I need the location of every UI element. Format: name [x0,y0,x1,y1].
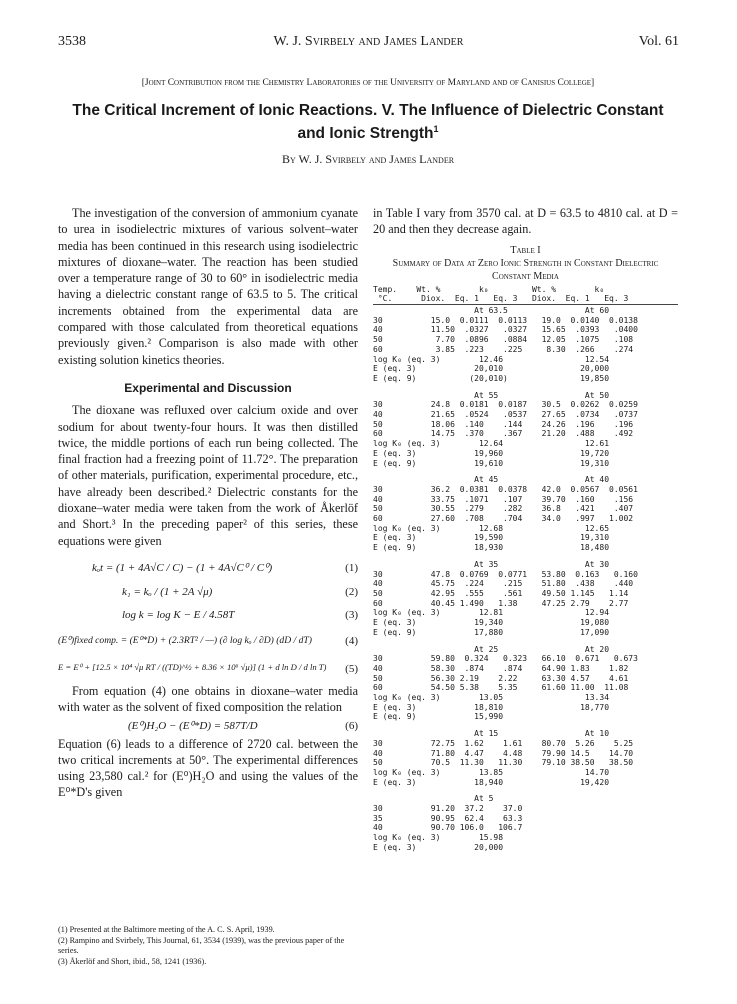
table-row: 30 24.8 0.0181 0.0187 30.5 0.0262 0.0259 [373,400,638,410]
table-row: E (eq. 3) 19,340 19,080 [373,618,610,628]
table-row: 60 27.60 .708 .704 34.0 .997 1.002 [373,514,634,524]
table-label: Table I [510,244,541,256]
page-number: 3538 [58,34,86,49]
right-column [373,205,678,853]
table-header-1: Temp. Wt. % k₀ Wt. % k₀ [373,284,605,294]
equation-2: k₁ = kₒ / (1 + 2A √μ) (2) [122,585,358,598]
table-row: log K₀ (eq. 3) 12.81 12.94 [373,608,610,618]
table-caption: Summary of Data at Zero Ionic Strength in Constant Dielectric Constant Media [392,257,659,282]
table-row: 30 59.80 0.324 0.323 66.10 0.671 0.673 [373,654,638,664]
table-row: 30 91.20 37.2 37.0 [373,804,523,814]
table-row: E (eq. 3) 19,960 19,720 [373,448,610,458]
table-row: E (eq. 9) 17,880 17,090 [373,627,610,637]
table-row: log K₀ (eq. 3) 12.68 12.65 [373,523,610,533]
table-row: log K₀ (eq. 3) 12.46 12.54 [373,354,610,364]
table-row: log K₀ (eq. 3) 15.98 [373,833,504,843]
table-row: 30 47.8 0.0769 0.0771 53.80 0.163 0.160 [373,569,638,579]
table-row: 40 90.70 106.0 106.7 [373,823,523,833]
equation-6: (E⁰)H₂O − (E⁰*D) = 587T/D (6) [128,719,358,732]
title-line-2: and Ionic Strength [297,125,434,143]
table-row: 40 33.75 .1071 .107 39.70 .160 .156 [373,494,634,504]
table-row: E (eq. 9) 18,930 18,480 [373,543,610,553]
table-row: 50 30.55 .279 .282 36.8 .421 .407 [373,504,634,514]
equation-4-paragraph: From equation (4) one obtains in dioxane–water media with water as the solvent of fixed composition the relation [58,683,358,715]
difference-paragraph: Equation (6) leads to a difference of 2720 cal. between the two critical increments at 50°. The experimental differences using 23,580 cal.² for (E⁰)H₂O and using the values of the E⁰*D's given [58,736,358,800]
equation-4: (E⁰)fixed comp. = (E⁰*D) + (2.3RT² / —) (∂ log kₒ / ∂D) (dD / dT) (4) [58,634,358,647]
table-row: 40 11.50 .0327 .0327 15.65 .0393 .0400 [373,325,638,335]
left-column [58,205,358,801]
methods-paragraph: The dioxane was refluxed over calcium oxide and over sodium for about twenty-four hours. It was then distilled twice, the middle portions of each run being collected. The final fraction had a freezing point of 11.72°. The preparation of other materials, purification, experimental procedure, etc., have already been described.² Dielectric constants for the dioxane–water media were taken from the work of Åkerlöf and Short.³ In the preceding paper² of this series, these equations were given [58,403,358,548]
table-row: 40 21.65 .0524 .0537 27.65 .0734 .0737 [373,410,638,420]
table-row: 60 3.85 .223 .225 8.30 .266 .274 [373,344,634,354]
title-line-1: The Critical Increment of Ionic Reactions. V. The Influence of Dielectric Constant [72,102,664,119]
volume-label: Vol. 61 [638,34,679,49]
title-footnote-mark: 1 [433,124,439,134]
byline: By W. J. Svirbely and James Lander [281,152,455,166]
equation-1: kₒt = (1 + 4A√C / C) − (1 + 4A√C⁰ / C⁰) (1) [92,561,358,574]
table-row: 50 7.70 .0896 .0884 12.05 .1075 .108 [373,335,634,345]
table-row: E (eq. 3) 18,810 18,770 [373,702,610,712]
intro-paragraph: The investigation of the conversion of ammonium cyanate to urea in isodielectric mixtures of various solvent–water media has been continued in this research using isodielectric mixtures of dioxane–water. The reaction has been studied over a temperature range of 30 to 60° in isodielectric media having a dielectric constant range of 63.5 to 5. The critical increments obtained from the experimental data are compared with those calculated from theoretical equations previously given.² Comparison is also made with other existing solution kinetics theories. [58,206,358,367]
table-row: 50 70.5 11.30 11.30 79.10 38.50 38.50 [373,758,634,768]
section-heading: Experimental and Discussion [124,380,292,395]
table-row: 35 90.95 62.4 63.3 [373,813,523,823]
table-row: E (eq. 3) 20,000 [373,842,504,852]
equation-3: log k = log K − E / 4.58T (3) [122,608,358,621]
table-row: 50 18.06 .140 .144 24.26 .196 .196 [373,419,634,429]
table-row: E (eq. 9) 15,990 [373,712,504,722]
dielectric-heading: At 45 At 40 [373,475,610,485]
running-header-authors: W. J. Svirbely and James Lander [273,34,464,49]
table-row: E (eq. 9) 19,610 19,310 [373,458,610,468]
footnote-1: (1) Presented at the Baltimore meeting of the A. C. S. April, 1939. [58,925,275,934]
table-row: 50 42.95 .555 .561 49.50 1.145 1.14 [373,588,629,598]
table-row: E (eq. 3) 20,010 20,000 [373,364,610,374]
data-table [373,306,678,853]
equation-5: E = E⁰ + [12.5 × 10⁴ √μ RT / ((TD)^½ + 8.36 × 10⁶ √μ)] (1 + d ln D / d ln T) (5) [58,661,358,675]
table-row: log K₀ (eq. 3) 13.05 13.34 [373,693,610,703]
contribution-note: [Joint Contribution from the Chemistry Laboratories of the University of Maryland and of Canisius College] [141,78,595,88]
table-row: 50 56.30 2.19 2.22 63.30 4.57 4.61 [373,673,629,683]
table-row: 60 40.45 1.490 1.38 47.25 2.79 2.77 [373,598,629,608]
dielectric-heading: At 55 At 50 [373,390,610,400]
table-row: 30 15.0 0.0111 0.0113 19.0 0.0140 0.0138 [373,315,638,325]
footnote-3: (3) Åkerlöf and Short, ibid., 58, 1241 (1936). [58,956,207,966]
dielectric-heading: At 63.5 At 60 [373,306,610,315]
footnote-2: (2) Rampino and Svirbely, This Journal, 61, 3534 (1939), was the previous paper of the series. [58,935,345,955]
table-row: E (eq. 3) 18,940 19,420 [373,777,610,787]
dielectric-heading: At 5 [373,794,494,804]
table-row: log K₀ (eq. 3) 13.85 14.70 [373,767,610,777]
table-row: E (eq. 3) 19,590 19,310 [373,533,610,543]
table-row: 40 71.80 4.47 4.48 79.90 14.5 14.70 [373,748,634,758]
table-row: 40 45.75 .224 .215 51.80 .438 .440 [373,579,634,589]
article-title [58,101,678,143]
table-row: log K₀ (eq. 3) 12.64 12.61 [373,439,610,449]
dielectric-heading: At 25 At 20 [373,644,610,654]
dielectric-heading: At 15 At 10 [373,729,610,739]
footnotes [58,925,358,967]
right-intro-paragraph: in Table I vary from 3570 cal. at D = 63.5 to 4810 cal. at D = 20 and then they decrease again. [373,206,678,237]
table-row: 30 36.2 0.0381 0.0378 42.0 0.0567 0.0561 [373,484,638,494]
table-row: E (eq. 9) (20,010) 19,850 [373,373,610,383]
table-row: 40 58.30 .874 .874 64.90 1.83 1.82 [373,663,629,673]
table-row: 60 14.75 .370 .367 21.20 .488 .492 [373,429,634,439]
table-header-2: °C. Diox. Eq. 1 Eq. 3 Diox. Eq. 1 Eq. 3 [373,294,678,305]
table-row: 30 72.75 1.62 1.61 80.70 5.26 5.25 [373,738,634,748]
dielectric-heading: At 35 At 30 [373,559,610,569]
table-row: 60 54.50 5.38 5.35 61.60 11.00 11.08 [373,683,629,693]
